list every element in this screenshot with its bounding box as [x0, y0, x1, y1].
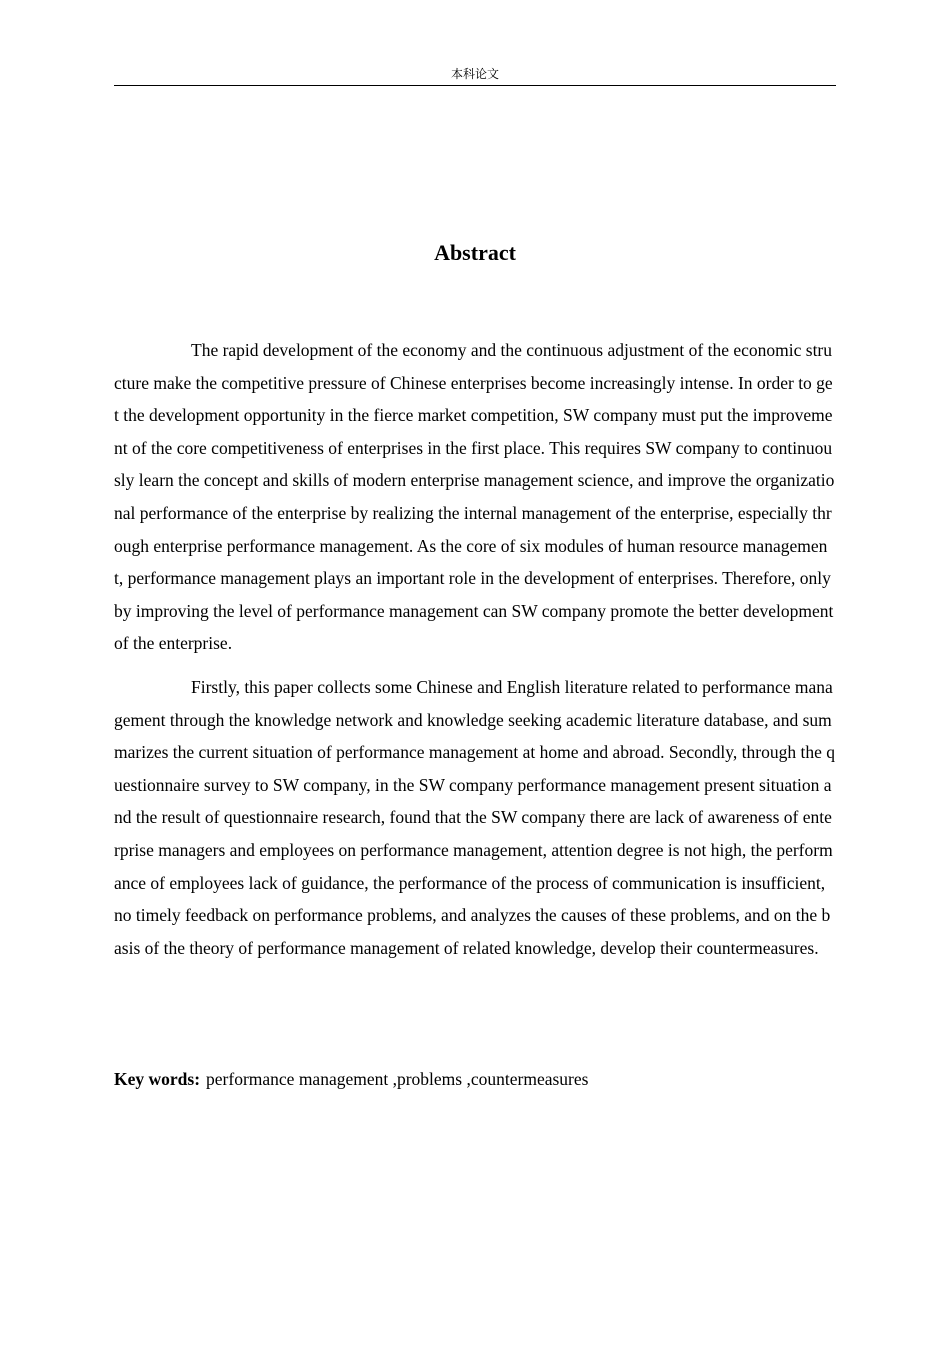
page-header: 本科论文	[114, 66, 836, 86]
abstract-paragraph-1: The rapid development of the economy and the continuous adjustment of the economic structure make the competitive pressure of Chinese enterprises become increasingly intense. In order to get the development opportunity in the fierce market competition, SW company must put the improvement of the core competitiveness of enterprises in the first place. This requires SW company to continuously learn the concept and skills of modern enterprise management science, and improve the organizational performance of the enterprise by realizing the internal management of the enterprise, especially through enterprise performance management. As the core of six modules of human resource management, performance management plays an important role in the development of enterprises. Therefore, only by improving the level of performance management can SW company promote the better development of the enterprise.	[114, 340, 835, 654]
keywords-line	[114, 1064, 836, 1094]
abstract-body	[114, 334, 836, 975]
page-title: Abstract	[434, 240, 516, 265]
keywords-value: performance management ,problems ,countermeasures	[206, 1069, 589, 1089]
keywords-label: Key words:	[114, 1069, 201, 1089]
abstract-paragraph-2: Firstly, this paper collects some Chinese and English literature related to performance management through the knowledge network and knowledge seeking academic literature database, and summarizes the current situation of performance management at home and abroad. Secondly, through the questionnaire survey to SW company, in the SW company performance management present situation and the result of questionnaire research, found that the SW company there are lack of awareness of enterprise managers and employees on performance management, attention degree is not high, the performance of employees lack of guidance, the performance of the process of communication is insufficient, no timely feedback on performance problems, and analyzes the causes of these problems, and on the basis of the theory of performance management of related knowledge, develop their countermeasures.	[114, 676, 835, 958]
